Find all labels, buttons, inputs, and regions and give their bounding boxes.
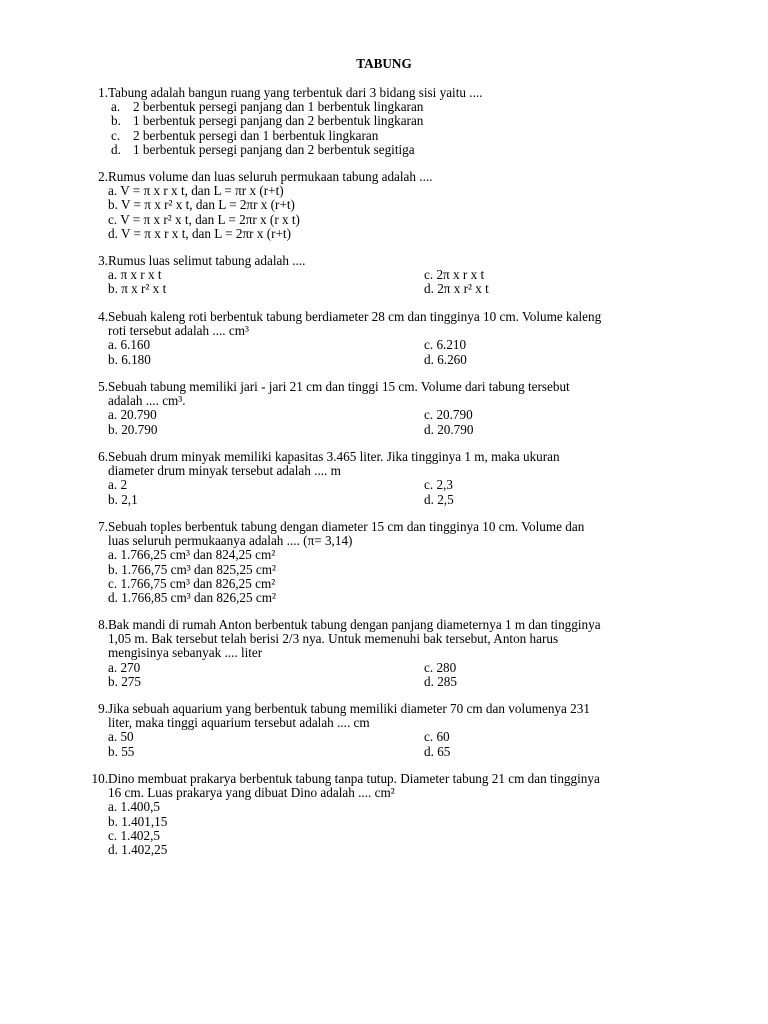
option-b: b. 2,1 [108, 491, 138, 507]
option-c: c. 1.766,75 cm³ dan 826,25 cm² [108, 575, 276, 591]
option-a: a. V = π x r x t, dan L = πr x (r+t) [108, 183, 284, 199]
question-stem-line: roti tersebut adalah .... cm³ [108, 323, 249, 339]
option-c: c. 1.402,5 [108, 827, 161, 843]
option-d: d. 6.260 [424, 351, 467, 367]
option-d: d. 2π x r² x t [424, 281, 489, 297]
question-stem-line: Sebuah tabung memiliki jari - jari 21 cm dan tinggi 15 cm. Volume dari tabung tersebut [108, 379, 570, 394]
option-a: a. 6.160 [108, 337, 151, 353]
option-b: b. 275 [108, 673, 141, 689]
question-number: 6. [98, 449, 108, 464]
question-stem-line: 1,05 m. Bak tersebut telah berisi 2/3 nya. Untuk memenuhi bak tersebut, Anton harus [108, 631, 559, 647]
option-b: b. 20.790 [108, 421, 158, 437]
option-b: b. 1.401,15 [108, 813, 168, 829]
option-d: d. 285 [424, 673, 457, 689]
page-title: TABUNG [356, 56, 412, 71]
options-grid [108, 338, 684, 366]
question-7 [84, 520, 684, 605]
question-stem: Rumus luas selimut tabung adalah .... [108, 253, 306, 268]
question-number: 7. [98, 519, 108, 534]
option-c: c. V = π x r² x t, dan L = 2πr x (r x t) [108, 211, 300, 227]
option-c: c. 20.790 [424, 407, 473, 423]
option-d: d. 20.790 [424, 421, 474, 437]
option-d: d. 65 [424, 743, 451, 759]
question-stem-line: Jika sebuah aquarium yang berbentuk tabung memiliki diameter 70 cm dan volumenya 231 [108, 701, 590, 716]
question-9 [84, 702, 684, 759]
question-6 [84, 450, 684, 507]
option-a: a. 20.790 [108, 407, 157, 423]
question-number: 8. [98, 617, 108, 632]
option-c: c. 60 [424, 729, 450, 745]
option-b: b. 55 [108, 743, 135, 759]
option-a: a. π x r x t [108, 267, 162, 283]
question-stem: Rumus volume dan luas seluruh permukaan tabung adalah .... [108, 169, 433, 184]
option-c: c. 6.210 [424, 337, 467, 353]
options-grid [108, 478, 684, 506]
question-stem-line: Sebuah drum minyak memiliki kapasitas 3.465 liter. Jika tingginya 1 m, maka ukuran [108, 449, 560, 464]
question-number: 9. [98, 701, 108, 716]
option-a: a. 270 [108, 659, 141, 675]
option-c: c. 2π x r x t [424, 267, 485, 283]
question-5 [84, 380, 684, 437]
options-grid [108, 408, 684, 436]
question-number: 1. [98, 85, 108, 100]
question-stem-line: Dino membuat prakarya berbentuk tabung tanpa tutup. Diameter tabung 21 cm dan tingginya [108, 771, 600, 786]
question-8 [84, 618, 684, 689]
option-b: b. V = π x r² x t, dan L = 2πr x (r+t) [108, 197, 295, 213]
question-stem: Tabung adalah bangun ruang yang terbentuk dari 3 bidang sisi yaitu .... [108, 85, 483, 100]
option-b: b. 6.180 [108, 351, 151, 367]
question-stem-line: luas seluruh permukaanya adalah .... (π= 3,14) [108, 533, 353, 549]
option-d: d. 2,5 [424, 491, 454, 507]
option-a: a. 2 berbentuk persegi panjang dan 1 berbentuk lingkaran [111, 99, 424, 115]
question-stem-line: liter, maka tinggi aquarium tersebut adalah .... cm [108, 715, 370, 731]
option-a: a. 2 [108, 477, 128, 493]
option-d: d. V = π x r x t, dan L = 2πr x (r+t) [108, 225, 291, 241]
question-stem-line: adalah .... cm³. [108, 393, 186, 409]
options-grid [108, 730, 684, 758]
option-d: d. 1 berbentuk persegi panjang dan 2 berbentuk segitiga [111, 141, 415, 157]
question-2 [84, 170, 684, 241]
question-stem-line: Sebuah toples berbentuk tabung dengan diameter 15 cm dan tingginya 10 cm. Volume dan [108, 519, 585, 534]
question-4 [84, 310, 684, 367]
options-grid [108, 268, 684, 296]
option-a: a. 1.400,5 [108, 799, 161, 815]
option-b: b. 1 berbentuk persegi panjang dan 2 berbentuk lingkaran [111, 113, 424, 129]
option-d: d. 1.402,25 [108, 842, 168, 858]
question-3 [84, 254, 684, 297]
option-a: a. 50 [108, 729, 134, 745]
question-stem-line: mengisinya sebanyak .... liter [108, 645, 263, 661]
question-stem-line: Bak mandi di rumah Anton berbentuk tabung dengan panjang diameternya 1 m dan tingginya [108, 617, 601, 632]
question-1 [84, 86, 684, 157]
option-c: c. 280 [424, 659, 457, 675]
question-number: 2. [98, 169, 108, 184]
question-10 [84, 772, 684, 857]
question-number: 10. [91, 771, 108, 786]
option-c: c. 2,3 [424, 477, 453, 493]
question-number: 3. [98, 253, 108, 268]
option-b: b. π x r² x t [108, 281, 167, 297]
question-stem-line: 16 cm. Luas prakarya yang dibuat Dino adalah .... cm² [108, 785, 395, 801]
question-stem-line: Sebuah kaleng roti berbentuk tabung berdiameter 28 cm dan tingginya 10 cm. Volume kaleng [108, 309, 602, 324]
options-grid [108, 661, 684, 689]
question-number: 5. [98, 379, 108, 394]
option-c: c. 2 berbentuk persegi dan 1 berbentuk lingkaran [111, 127, 379, 143]
option-a: a. 1.766,25 cm³ dan 824,25 cm² [108, 547, 276, 563]
option-b: b. 1.766,75 cm³ dan 825,25 cm² [108, 561, 276, 577]
question-stem-line: diameter drum minyak tersebut adalah .... m [108, 463, 341, 479]
question-number: 4. [98, 309, 108, 324]
option-d: d. 1.766,85 cm³ dan 826,25 cm² [108, 590, 276, 606]
